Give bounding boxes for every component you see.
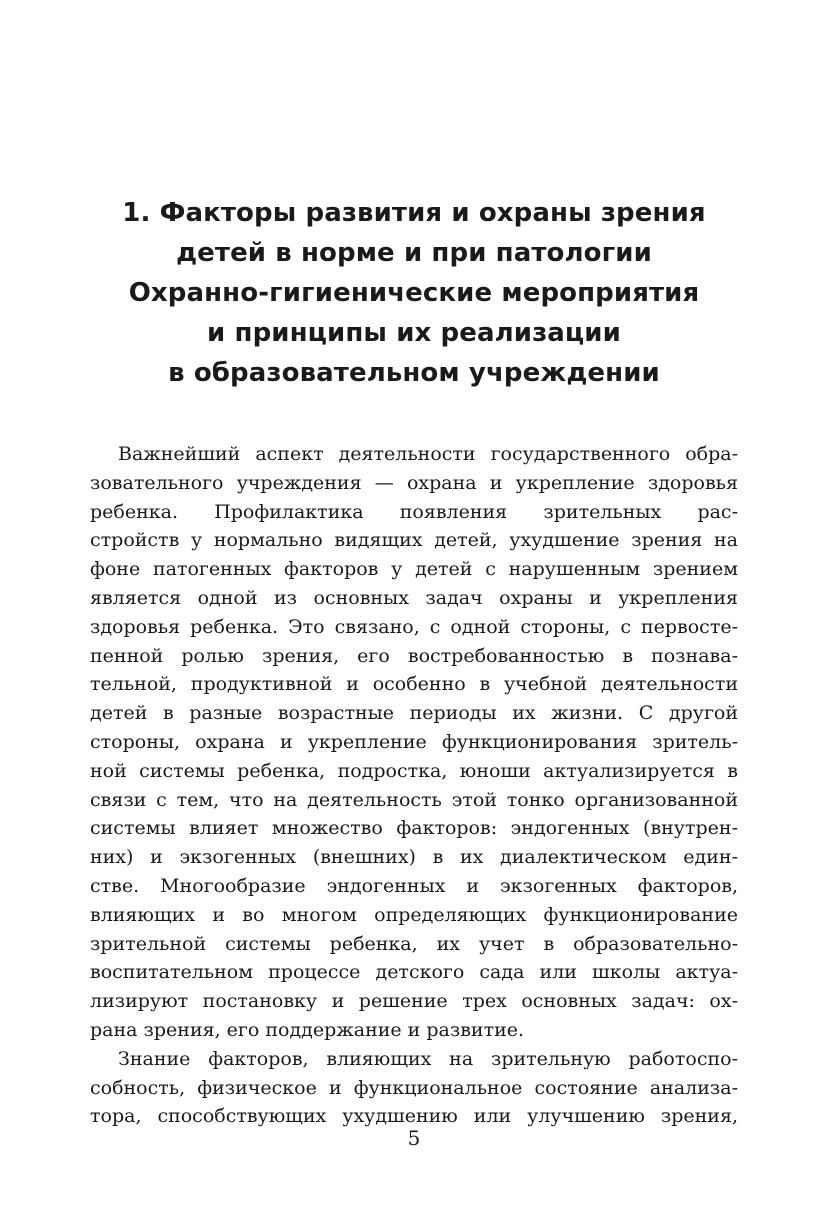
text-line: фоне патогенных факторов у детей с нарушенным зрением — [90, 558, 738, 581]
text-line: детей в разные возрастные периоды их жизни. С другой — [90, 702, 738, 725]
text-line: зрительной системы ребенка, их учет в образовательно- — [90, 932, 738, 955]
text-line: ребенка. Профилактика появления зрительных рас- — [90, 500, 738, 523]
section-heading — [80, 193, 748, 393]
heading-line: в образовательном учреждении — [168, 358, 660, 388]
heading-line: и принципы их реализации — [207, 318, 621, 348]
text-line: стве. Многообразие эндогенных и экзогенных факторов, — [90, 874, 738, 897]
heading-line: детей в норме и при патологии — [176, 238, 652, 268]
text-line: ной системы ребенка, подростка, юноши актуализируется в — [90, 759, 738, 782]
text-line: связи с тем, что на деятельность этой тонко организованной — [90, 788, 738, 811]
text-line: Знание факторов, влияющих на зрительную работоспо- — [118, 1047, 738, 1070]
heading-line: 1. Факторы развития и охраны зрения — [122, 198, 706, 228]
text-line: пенной ролью зрения, его востребованностью в познава- — [90, 644, 738, 667]
page-number: 5 — [407, 1126, 421, 1150]
paragraph-1 — [90, 440, 738, 1045]
text-line: воспитательном процессе детского сада или школы актуа- — [90, 961, 738, 984]
text-line: тора, способствующих ухудшению или улучшению зрения, — [90, 1105, 738, 1128]
text-line: тельной, продуктивной и особенно в учебной деятельности — [90, 673, 738, 696]
text-line: Важнейший аспект деятельности государственного обра- — [118, 443, 738, 465]
text-line: системы влияет множество факторов: эндогенных (внутрен- — [90, 817, 738, 840]
heading-line: Охранно-гигиенические мероприятия — [128, 278, 700, 308]
body-text — [90, 440, 738, 1131]
text-line: собность, физическое и функциональное состояние анализа- — [90, 1076, 738, 1099]
text-line: лизируют постановку и решение трех основных задач: ох- — [90, 990, 738, 1013]
text-line: стороны, охрана и укрепление функционирования зритель- — [90, 730, 738, 753]
text-line: рана зрения, его поддержание и развитие. — [90, 1018, 525, 1041]
text-line: здоровья ребенка. Это связано, с одной стороны, с первосте- — [90, 615, 738, 638]
text-line: стройств у нормально видящих детей, ухудшение зрения на — [90, 529, 738, 552]
text-line: влияющих и во многом определяющих функционирование — [90, 903, 738, 926]
text-line: зовательного учреждения — охрана и укрепление здоровья — [90, 471, 738, 494]
text-line: них) и экзогенных (внешних) в их диалектическом един- — [90, 846, 738, 869]
text-line: является одной из основных задач охраны и укрепления — [90, 586, 738, 609]
paragraph-2 — [90, 1045, 738, 1131]
